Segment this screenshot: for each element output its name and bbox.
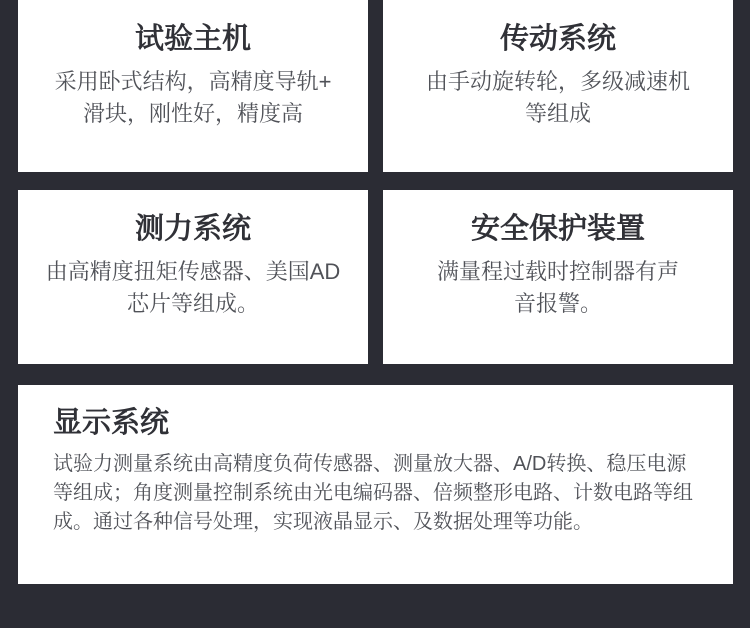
card-description-line: 采用卧式结构，高精度导轨+: [54, 69, 332, 94]
card-description-line: 满量程过载时控制器有声: [436, 259, 679, 284]
card-title: 试验主机: [134, 23, 251, 55]
card-description-line: 芯片等组成。: [126, 291, 259, 316]
card-description-line: 滑块，刚性好，精度高: [82, 101, 303, 126]
card-description: [18, 256, 368, 320]
card-title: 安全保护装置: [470, 213, 645, 245]
feature-card-safety-protection-device: [383, 190, 733, 364]
card-description: 试验力测量系统由高精度负荷传感器、测量放大器、A/D转换、稳压电源等组成；角度测量控制系统由光电编码器、倍频整形电路、计数电路等组成。通过各种信号处理，实现液晶显示、及数据处理等功能。: [53, 453, 693, 533]
card-title: 测力系统: [134, 213, 251, 245]
card-description-line: 由高精度扭矩传感器、美国AD: [45, 259, 341, 284]
card-description-line: 等组成: [524, 101, 591, 126]
feature-card-force-measuring-system: [18, 190, 368, 364]
card-description: [383, 66, 733, 130]
feature-card-display-system: [18, 385, 733, 584]
card-title: 传动系统: [499, 23, 616, 55]
feature-card-transmission-system: [383, 0, 733, 172]
card-title: 显示系统: [53, 407, 170, 439]
card-description-line: 由手动旋转轮，多级减速机: [425, 69, 690, 94]
card-description-line: 音报警。: [513, 291, 602, 316]
card-description: [18, 66, 368, 130]
feature-card-test-host: [18, 0, 368, 172]
card-description: [383, 256, 733, 320]
